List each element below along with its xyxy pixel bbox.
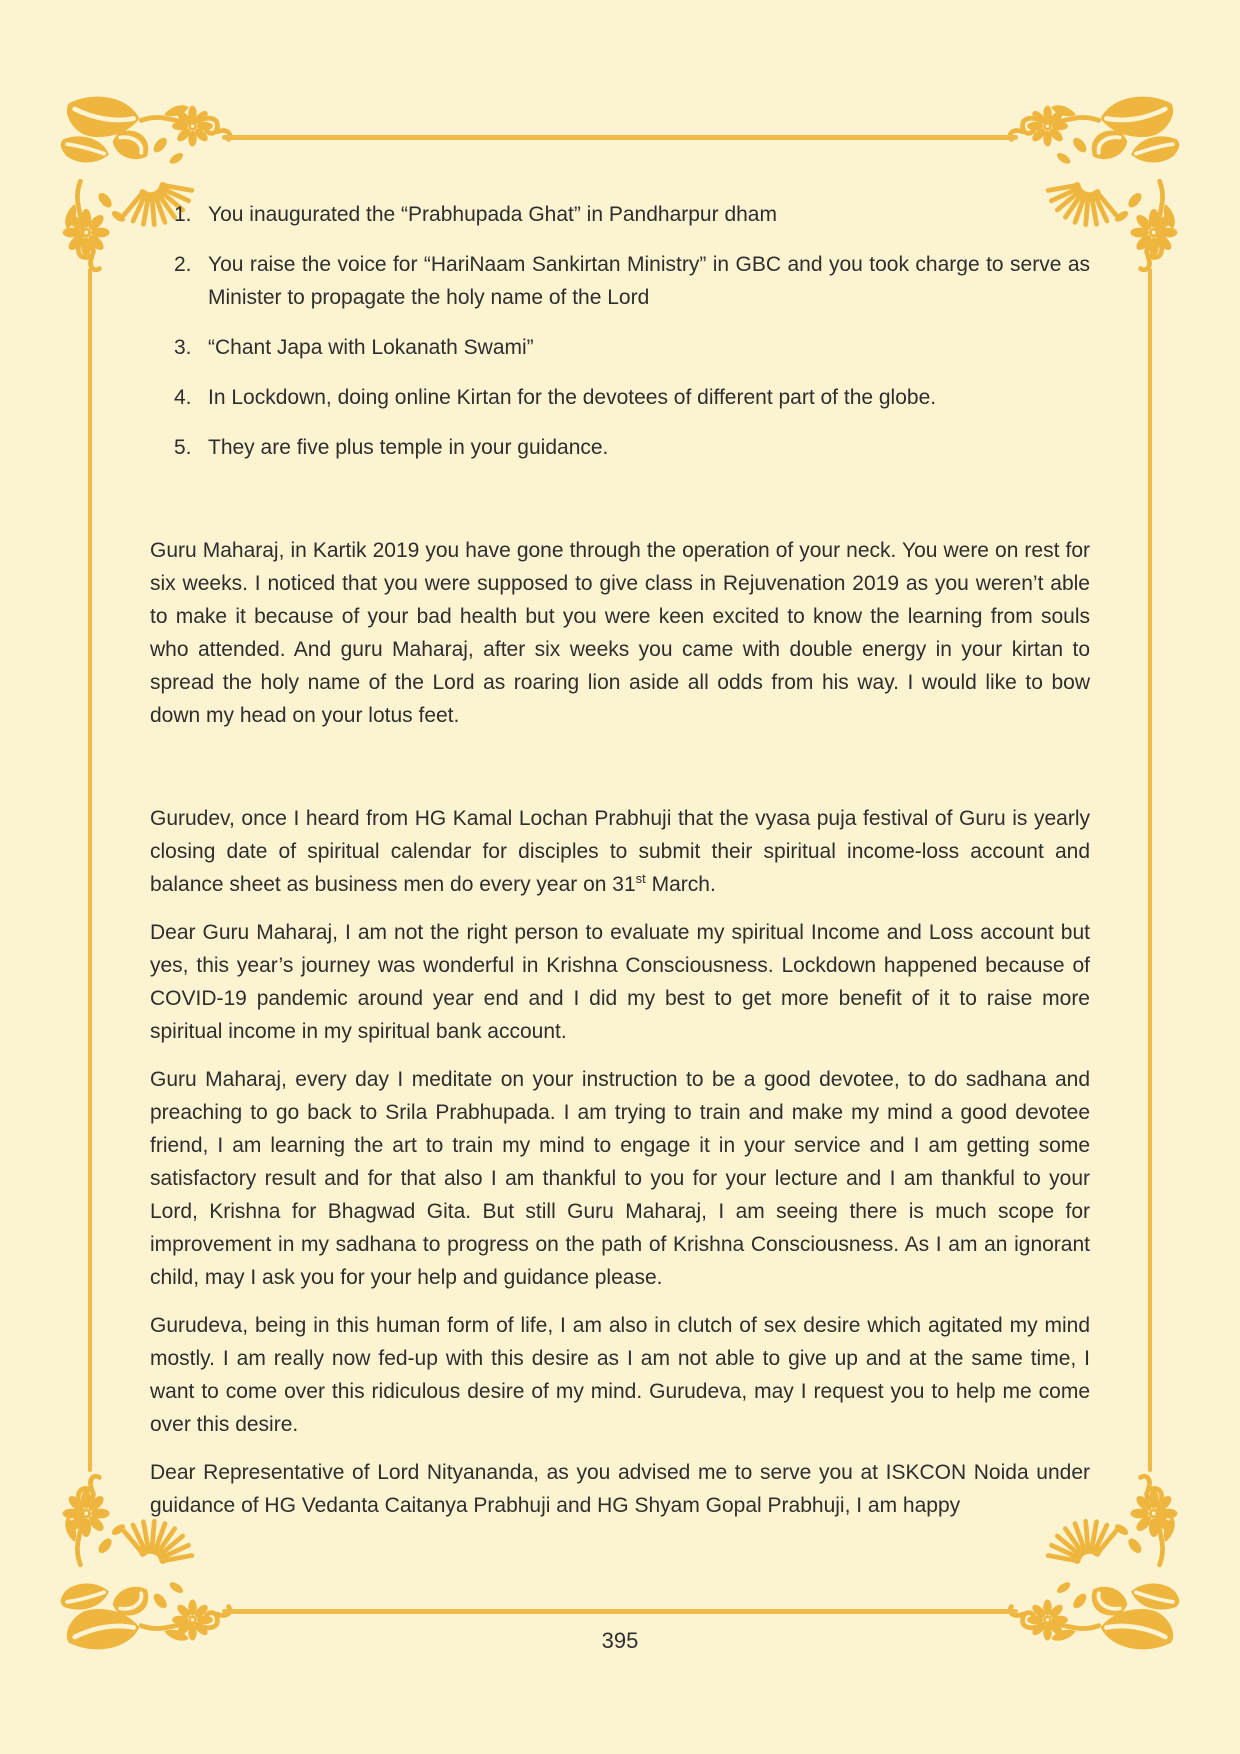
- list-item: [150, 248, 1090, 314]
- list-item-number: 3.: [174, 336, 192, 359]
- page-content: [150, 0, 1090, 1522]
- border-line-bottom: [222, 1609, 1018, 1614]
- list-item: [150, 331, 1090, 364]
- list-item: [150, 381, 1090, 414]
- paragraph-vyasa-puja: [150, 802, 1090, 901]
- border-line-left: [88, 268, 92, 1472]
- paragraph-sadhana: Guru Maharaj, every day I meditate on your instruction to be a good devotee, to do sadhana and preaching to go back to Srila Prabhupada. I am trying to train and make my mind a good devotee friend, I am learning the art to train my mind to engage it in your service and I am getting some satisfactory result and for that also I am thankful to you for your lecture and I am thankful to your Lord, Krishna for Bhagwad Gita. But still Guru Maharaj, I am seeing there is much scope for improvement in my sadhana to progress on the path of Krishna Consciousness. As I am an ignorant child, may I ask you for your help and guidance please.: [150, 1068, 1090, 1289]
- list-item-text: In Lockdown, doing online Kirtan for the devotees of different part of the globe.: [208, 386, 937, 409]
- paragraph-iskcon-noida: Dear Representative of Lord Nityananda, as you advised me to serve you at ISKCON Noida under guidance of HG Vedanta Caitanya Prabhuji and HG Shyam Gopal Prabhuji, I am happy: [150, 1461, 1090, 1517]
- paragraph-kartik-operation: Guru Maharaj, in Kartik 2019 you have gone through the operation of your neck. You were on rest for six weeks. I noticed that you were supposed to give class in Rejuvenation 2019 as you weren’t able to make it because of your bad health but you were keen excited to know the learning from souls who attended. And guru Maharaj, after six weeks you came with double energy in your kirtan to spread the holy name of the Lord as roaring lion aside all odds from his way. I would like to bow down my head on your lotus feet.: [150, 539, 1090, 727]
- page-number: 395: [601, 1628, 639, 1653]
- numbered-list: [150, 198, 1090, 464]
- list-item: [150, 431, 1090, 464]
- list-item-number: 2.: [174, 253, 192, 276]
- paragraph-desire: Gurudeva, being in this human form of life, I am also in clutch of sex desire which agitated my mind mostly. I am really now fed-up with this desire as I am not able to give up and at the same time, I want to come over this ridiculous desire of my mind. Gurudeva, may I request you to help me come over this desire.: [150, 1314, 1090, 1436]
- list-item-number: 5.: [174, 436, 192, 459]
- paragraph-text: March.: [645, 873, 716, 896]
- paragraph-income-loss: Dear Guru Maharaj, I am not the right person to evaluate my spiritual Income and Loss account but yes, this year’s journey was wonderful in Krishna Consciousness. Lockdown happened because of COVID-19 pandemic around year end and I did my best to get more benefit of it to raise more spiritual income in my spiritual bank account.: [150, 921, 1090, 1043]
- ordinal-superscript: st: [635, 871, 646, 886]
- list-item-text: They are five plus temple in your guidance.: [208, 436, 609, 459]
- list-item-number: 4.: [174, 386, 192, 409]
- paragraph-text: Gurudev, once I heard from HG Kamal Lochan Prabhuji that the vyasa puja festival of Guru is yearly closing date of spiritual calendar for disciples to submit their spiritual income-loss account and balance sheet as business men do every year on 31: [150, 807, 1090, 896]
- list-item-number: 1.: [174, 203, 192, 226]
- list-item-text: “Chant Japa with Lokanath Swami”: [208, 336, 534, 359]
- border-line-right: [1148, 268, 1152, 1472]
- list-item-text: You raise the voice for “HariNaam Sankirtan Ministry” in GBC and you took charge to serve as Minister to propagate the holy name of the Lord: [208, 253, 1090, 309]
- list-item: [150, 198, 1090, 231]
- list-item-text: You inaugurated the “Prabhupada Ghat” in Pandharpur dham: [208, 203, 777, 226]
